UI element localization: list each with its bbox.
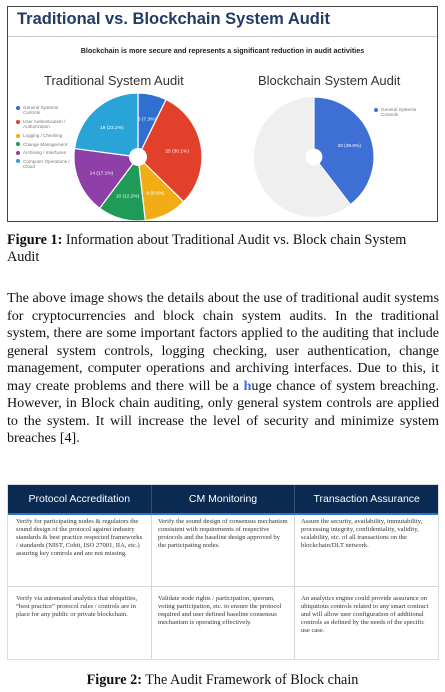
blockchain-chart-title: Blockchain System Audit — [258, 73, 401, 88]
header-protocol-accreditation: Protocol Accreditation — [28, 493, 131, 505]
pie-slice-label: 25 (30.1%) — [165, 149, 189, 155]
figure-1-caption-label: Figure 1: — [7, 232, 63, 248]
cell-protocol-row-1: Verify for participating nodes & regulators the sound design of the protocol against industry standards & best practice respected frameworks / standards (NIST, Cobit, ISO 27001, IIA, etc.) assuring key controls and are not missing. — [16, 518, 143, 558]
pie-slice — [75, 93, 138, 157]
text-cursor[interactable]: h — [243, 377, 252, 394]
legend-label: General Systems Controls — [381, 107, 417, 118]
pie-center — [306, 149, 323, 166]
traditional-chart-title: Traditional System Audit — [44, 73, 184, 88]
cell-transaction-row-2: An analytics engine could provide assurance on ubiquitous controls related to any smart contract and will allow user configuration of additional controls as defined by the needs of the specific use case. — [301, 595, 429, 635]
column-divider — [151, 515, 152, 659]
figure-1-title: Traditional vs. Blockchain System Audit — [17, 10, 330, 28]
legend-label: User Authentication / Authorization — [23, 119, 66, 130]
cell-protocol-row-2: Verify via automated analytics that ubiquities, “best practice” protocol rules / controls are in place for any public or private blockchain. — [16, 595, 138, 619]
legend-label: Computer Operations / Cloud — [23, 158, 70, 170]
figure-1-subtitle: Blockchain is more secure and represents a significant reduction in audit activities — [80, 46, 365, 55]
figure-1-caption-text: Information about Traditional Audit vs. Block chain System Audit — [7, 232, 407, 265]
pie-slice-label: 14 (17.1%) — [89, 171, 114, 177]
legend-label: General Systems Controls — [23, 105, 59, 116]
figure-1 — [7, 6, 438, 222]
figure-2-caption — [0, 672, 445, 689]
column-divider — [294, 515, 295, 659]
pie-slice-label: 9 (9.6%) — [146, 191, 165, 197]
pie-slice-label: 6 (7.3%) — [137, 117, 157, 123]
body-paragraph — [7, 290, 439, 448]
body-text-part-1: The above image shows the details about the use of traditional audit systems for cryptocurrencies and block chain system audits. In the traditional system, there are some important factors applied to the auditing that include general system controls, logging checking, user authentication, change management, computer operations and archiving interfaces. Due to this, it may create problems and there will be a — [7, 290, 439, 394]
pie-slice-label: 33 (39.6%) — [337, 144, 361, 150]
header-accent-line — [8, 513, 438, 515]
figure-2-caption-label: Figure 2: — [86, 672, 142, 688]
legend-label: Change Management — [23, 141, 68, 147]
figure-2-caption-text: The Audit Framework of Block chain — [141, 672, 359, 688]
legend-label: Archiving / Interfaces — [23, 150, 66, 156]
traditional-pie-chart — [8, 7, 437, 221]
figure-1-caption — [7, 232, 438, 265]
cell-cm-row-2: Validate node rights / participation, quorum, voting participation, etc. to ensure the protocol required and user defined baseline consensus mechanism is operating effectively. — [158, 595, 282, 627]
pie-center — [129, 148, 147, 166]
cell-transaction-row-1: Assure the security, availability, immutability, processing integrity, confidentiality, validity, scalability, etc. of all transactions on the blockchain/DLT network. — [301, 518, 423, 550]
pie-slice-label: 10 (12.2%) — [115, 194, 140, 200]
header-transaction-assurance: Transaction Assurance — [294, 485, 438, 513]
cell-cm-row-1: Verify the sound design of consensus mechanism consistent with requirements of respective protocols and the baseline design approved by the participating nodes. — [158, 518, 288, 550]
header-cm-monitoring: CM Monitoring — [151, 485, 295, 513]
body-text-part-2: uge chance of system breaching. However, in Block chain auditing, only general system controls are applied to the system. It will increase the level of security and minimize system breaches [4]. — [7, 377, 439, 446]
framework-header-row — [8, 485, 438, 513]
legend-label: Logging / Checking — [23, 133, 63, 138]
row-divider — [8, 586, 438, 587]
pie-slice-label: 19 (23.2%) — [100, 126, 124, 132]
figure-2 — [7, 484, 439, 660]
